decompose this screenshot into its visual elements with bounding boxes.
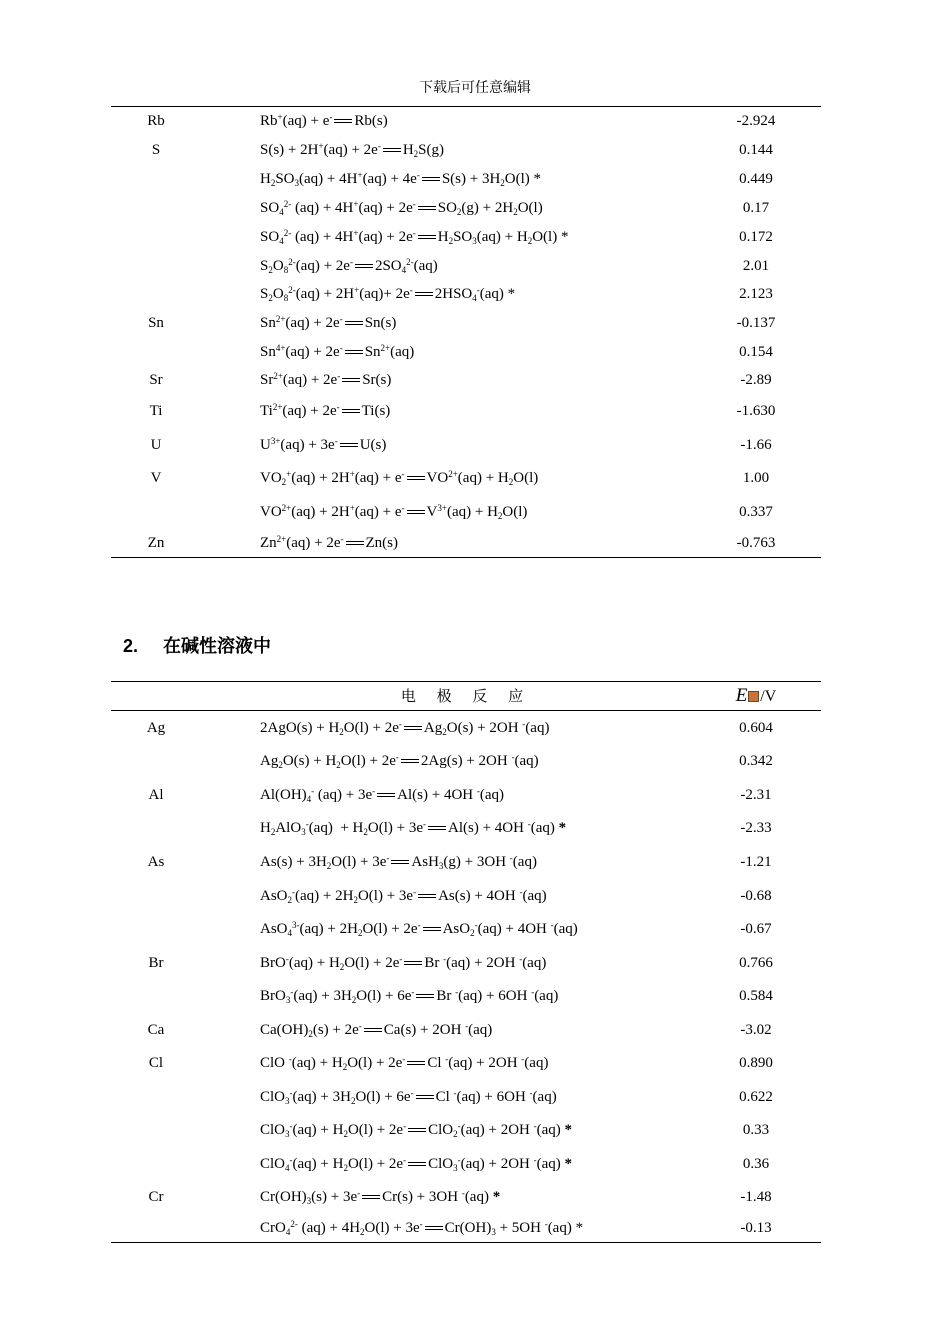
reaction-column-header: 电 极 反 应 xyxy=(400,687,532,705)
element-cell: U xyxy=(150,437,162,453)
reaction-cell: ClO $^-(aq) + H_2O(l) + 2e^-$ Cl -(aq) + 2OH -(aq) xyxy=(260,1054,549,1072)
table2-top-rule xyxy=(111,681,821,682)
element-cell: Cl xyxy=(148,1055,164,1071)
potential-cell: 1.00 xyxy=(742,470,770,486)
potential-cell: 2.01 xyxy=(742,258,770,274)
element-cell: S xyxy=(151,142,161,158)
table-row xyxy=(111,196,821,220)
table-row xyxy=(111,1185,821,1209)
table-row xyxy=(111,311,821,335)
reaction-cell: $Sr^{2+}(aq) + 2e^-$ Sr(s) xyxy=(260,371,392,388)
potential-cell: -2.924 xyxy=(736,113,776,129)
reaction-cell: S(s) + 2H+(aq) + 2e- $H_2S(g)$ xyxy=(260,141,444,159)
reaction-cell: $BrO^-(aq) + H_2O(l) + 2e^-$ Br -(aq) + 2OH -(aq) xyxy=(260,954,547,972)
potential-cell: -0.13 xyxy=(740,1220,772,1236)
reaction-cell: Rb+(aq) + e- Rb(s) xyxy=(260,112,388,129)
table-row xyxy=(111,368,821,392)
potential-cell: 0.449 xyxy=(739,171,773,187)
table2-header-rule xyxy=(111,710,821,711)
element-cell: V xyxy=(150,470,162,486)
potential-cell: -1.48 xyxy=(740,1189,772,1205)
table-row xyxy=(111,500,821,524)
element-cell: Ti xyxy=(149,403,163,419)
potential-cell: 0.144 xyxy=(739,142,773,158)
potential-cell: -0.67 xyxy=(740,921,772,937)
element-cell: Sn xyxy=(148,315,164,331)
potential-cell: 0.172 xyxy=(739,229,773,245)
reaction-cell: $Zn^{2+}(aq) + 2e^-$ Zn(s) xyxy=(260,534,399,551)
potential-symbol: E xyxy=(735,685,748,706)
reaction-cell: $H_2SO_3(aq) + 4H^+(aq) + 4e^-$ $S(s) + 3H_2O(l)$ * xyxy=(260,170,542,188)
element-cell: Al xyxy=(148,787,164,803)
table-row xyxy=(111,466,821,490)
potential-cell: -2.31 xyxy=(740,787,772,803)
potential-cell: -0.68 xyxy=(740,888,772,904)
table-row xyxy=(111,716,821,740)
table-row xyxy=(111,850,821,874)
section-number: 2. xyxy=(123,636,139,656)
reaction-cell: $AsO_2^-(aq) + 2H_2O(l) + 3e^-$ As(s) + 4OH -(aq) xyxy=(260,887,547,905)
section-heading: 在碱性溶液中 xyxy=(163,636,271,657)
potential-cell: 0.584 xyxy=(739,988,773,1004)
reaction-cell: $VO_2^+(aq) + 2H^+(aq) + e^-$ $VO^{2+}(aq) + H_2O(l)$ xyxy=(260,469,539,487)
table-row xyxy=(111,1216,821,1240)
element-cell: Ca xyxy=(147,1022,165,1038)
table-row xyxy=(111,254,821,278)
potential-unit: /V xyxy=(760,688,777,705)
table-row xyxy=(111,783,821,807)
potential-cell: -0.137 xyxy=(736,315,776,331)
reaction-cell: $Ag_2O(s) + H_2O(l) + 2e^-$ 2Ag(s) + 2OH -(aq) xyxy=(260,752,539,770)
reaction-cell: $ClO_4^-(aq) + H_2O(l) + 2e^-$ ClO$_3$-(aq) + 2OH -(aq) * xyxy=(260,1155,573,1173)
table-row xyxy=(111,1152,821,1176)
reaction-cell: $Al(OH)_4^-$ (aq) + 3e- Al(s) + 4OH -(aq) xyxy=(260,786,505,804)
element-cell: Rb xyxy=(147,113,165,129)
reaction-cell: $Sn^{4+}(aq) + 2e^-$ $Sn^{2+}(aq)$ xyxy=(260,343,415,360)
table-row xyxy=(111,138,821,162)
potential-cell: -1.66 xyxy=(740,437,772,453)
reaction-cell: CrO$_4^{2-}$ $(aq) + 4H_2O(l) + 3e^-$ $Cr(OH)_3 + 5OH$ -(aq) * xyxy=(260,1219,584,1237)
table2-bottom-rule xyxy=(111,1242,821,1243)
reaction-cell: $2AgO(s) + H_2O(l) + 2e^-$ $Ag_2O(s) + 2OH$ -(aq) xyxy=(260,719,550,737)
potential-cell: 0.890 xyxy=(739,1055,773,1071)
section-title xyxy=(123,632,271,658)
table-row xyxy=(111,109,821,133)
table1-top-rule xyxy=(111,106,821,107)
potential-cell: 0.766 xyxy=(739,955,773,971)
table-row xyxy=(111,1085,821,1109)
reaction-cell: $Sn^{2+}(aq) + 2e^-$ Sn(s) xyxy=(260,314,397,331)
table-row xyxy=(111,917,821,941)
element-cell: Sr xyxy=(149,372,163,388)
potential-cell: 0.36 xyxy=(742,1156,770,1172)
table1-bottom-rule xyxy=(111,557,821,558)
reaction-cell: $Ti^{2+}(aq) + 2e^-$ Ti(s) xyxy=(260,402,391,419)
potential-cell: -3.02 xyxy=(740,1022,772,1038)
reaction-cell: $SO_4^{2-}$ (aq) + 4H+(aq) + 2e- $SO_2(g) + 2H_2O(l)$ xyxy=(260,199,543,217)
reaction-cell: $SO_4^{2-}$ (aq) + 4H+(aq) + 2e- $H_2SO_3(aq) + H_2O(l)$ * xyxy=(260,228,569,246)
potential-cell: 0.622 xyxy=(739,1089,773,1105)
potential-cell: -2.33 xyxy=(740,820,772,836)
element-cell: Ag xyxy=(146,720,166,736)
page-header: 下载后可任意编辑 xyxy=(419,80,531,96)
element-cell: Br xyxy=(148,955,164,971)
table-row xyxy=(111,399,821,423)
table-row xyxy=(111,282,821,306)
reaction-cell: $Ca(OH)_2(s) + 2e^-$ Ca(s) + 2OH -(aq) xyxy=(260,1021,493,1039)
potential-cell: 0.337 xyxy=(739,504,773,520)
reaction-cell: $ClO_3^-(aq) + H_2O(l) + 2e^-$ ClO$_2$-(aq) + 2OH -(aq) * xyxy=(260,1121,573,1139)
reaction-cell: $As(s) + 3H_2O(l) + 3e^-$ AsH$_3$(g) + 3OH -(aq) xyxy=(260,853,537,871)
element-cell: As xyxy=(147,854,165,870)
reaction-cell: $S_2O_8^{2-}(aq) + 2H^+(aq)+ 2e^-$ $2HSO_4^-(aq)$ * xyxy=(260,285,516,303)
potential-cell: 0.154 xyxy=(739,344,773,360)
table-row xyxy=(111,531,821,555)
reaction-cell: $BrO_3^-(aq) + 3H_2O(l) + 6e^-$ Br -(aq) + 6OH -(aq) xyxy=(260,987,559,1005)
potential-cell: 0.342 xyxy=(739,753,773,769)
potential-cell: -2.89 xyxy=(740,372,772,388)
element-cell: Cr xyxy=(148,1189,164,1205)
table-row xyxy=(111,225,821,249)
potential-cell: 2.123 xyxy=(739,286,773,302)
table2-header xyxy=(111,684,821,708)
table-row xyxy=(111,1118,821,1142)
potential-cell: -0.763 xyxy=(736,535,776,551)
table-row xyxy=(111,884,821,908)
potential-cell: 0.604 xyxy=(739,720,773,736)
reaction-cell: $AsO_4^{3-}(aq) + 2H_2O(l) + 2e^-$ AsO$_2$-(aq) + 4OH -(aq) xyxy=(260,920,578,938)
reaction-cell: $U^{3+}(aq) + 3e^-$ U(s) xyxy=(260,436,387,453)
potential-cell: 0.17 xyxy=(742,200,770,216)
potential-cell: -1.630 xyxy=(736,403,776,419)
table-row xyxy=(111,340,821,364)
reaction-cell: $Cr(OH)_3(s) + 3e^-$ Cr(s) + 3OH -(aq) * xyxy=(260,1188,501,1206)
potential-column-header xyxy=(711,684,801,709)
reaction-cell: $ClO_3^-(aq) + 3H_2O(l) + 6e^-$ Cl -(aq) + 6OH -(aq) xyxy=(260,1088,557,1106)
standard-state-icon xyxy=(748,691,759,702)
table-row xyxy=(111,1018,821,1042)
element-cell: Zn xyxy=(147,535,165,551)
table-row xyxy=(111,984,821,1008)
reaction-cell: $H_2AlO_3^-(aq) + H_2O(l) + 3e^-$ Al(s) + 4OH -(aq) * xyxy=(260,819,567,837)
table-row xyxy=(111,433,821,457)
table-row xyxy=(111,816,821,840)
potential-cell: 0.33 xyxy=(742,1122,770,1138)
table-row xyxy=(111,167,821,191)
reaction-cell: $VO^{2+}(aq) + 2H^+(aq) + e^-$ $V^{3+}(aq) + H_2O(l)$ xyxy=(260,503,528,521)
potential-cell: -1.21 xyxy=(740,854,772,870)
reaction-cell: $S_2O_8^{2-}(aq) + 2e^-$ $2SO_4^{2-}(aq)$ xyxy=(260,257,438,275)
table-row xyxy=(111,749,821,773)
table-row xyxy=(111,1051,821,1075)
table-row xyxy=(111,951,821,975)
